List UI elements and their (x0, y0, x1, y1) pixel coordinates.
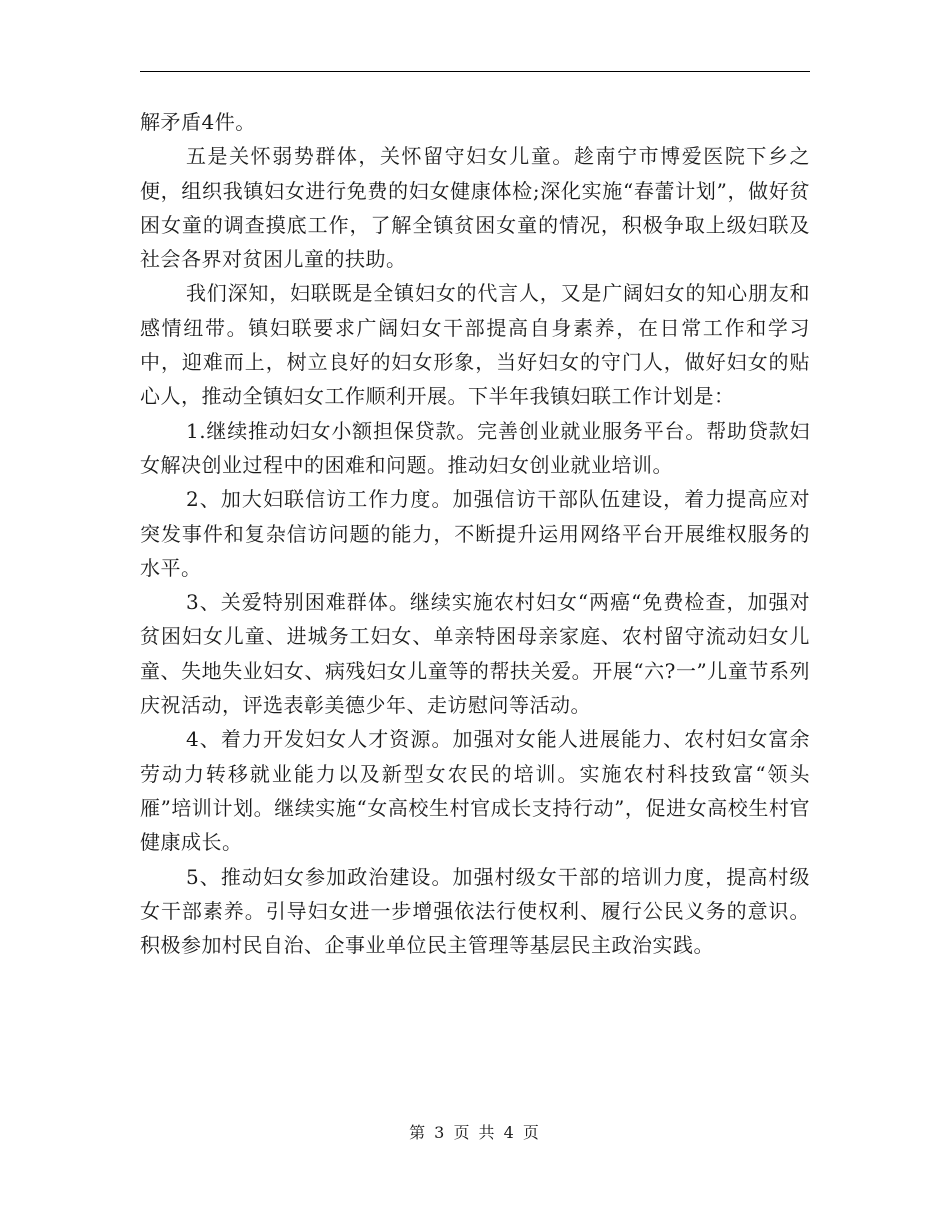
plan-item-1: 1.继续推动妇女小额担保贷款。完善创业就业服务平台。帮助贷款妇女解决创业过程中的困难和问题。推动妇女创业就业培训。 (140, 418, 810, 477)
paragraph-continuation: 解矛盾4件。 (140, 110, 256, 134)
header-rule (140, 71, 810, 72)
paragraph-item-five: 五是关怀弱势群体，关怀留守妇女儿童。趁南宁市博爱医院下乡之便，组织我镇妇女进行免费的妇女健康体检;深化实施“春蕾计划”，做好贫困女童的调查摸底工作，了解全镇贫困女童的情况，积极争取上级妇联及社会各界对贫困儿童的扶助。 (140, 144, 810, 272)
plan-item-2: 2、加大妇联信访工作力度。加强信访干部队伍建设，着力提高应对突发事件和复杂信访问题的能力，不断提升运用网络平台开展维权服务的水平。 (140, 487, 810, 580)
document-body (140, 105, 810, 962)
paragraph-summary: 我们深知，妇联既是全镇妇女的代言人，又是广阔妇女的知心朋友和感情纽带。镇妇联要求广阔妇女干部提高自身素养，在日常工作和学习中，迎难而上，树立良好的妇女形象，当好妇女的守门人，做好妇女的贴心人，推动全镇妇女工作顺利开展。下半年我镇妇联工作计划是： (140, 281, 810, 409)
plan-item-4: 4、着力开发妇女人才资源。加强对女能人进展能力、农村妇女富余劳动力转移就业能力以及新型女农民的培训。实施农村科技致富“领头雁”培训计划。继续实施“女高校生村官成长支持行动”，促进女高校生村官健康成长。 (140, 727, 810, 855)
plan-item-5: 5、推动妇女参加政治建设。加强村级女干部的培训力度，提高村级女干部素养。引导妇女进一步增强依法行使权利、履行公民义务的意识。积极参加村民自治、企事业单位民主管理等基层民主政治实践。 (140, 864, 810, 958)
plan-item-3: 3、关爱特别困难群体。继续实施农村妇女“两癌“免费检查，加强对贫困妇女儿童、进城务工妇女、单亲特困母亲家庭、农村留守流动妇女儿童、失地失业妇女、病残妇女儿童等的帮扶关爱。开展“六?一”儿童节系列庆祝活动，评选表彰美德少年、走访慰问等活动。 (140, 590, 810, 718)
page-footer: 第 3 页 共 4 页 (409, 1123, 541, 1142)
